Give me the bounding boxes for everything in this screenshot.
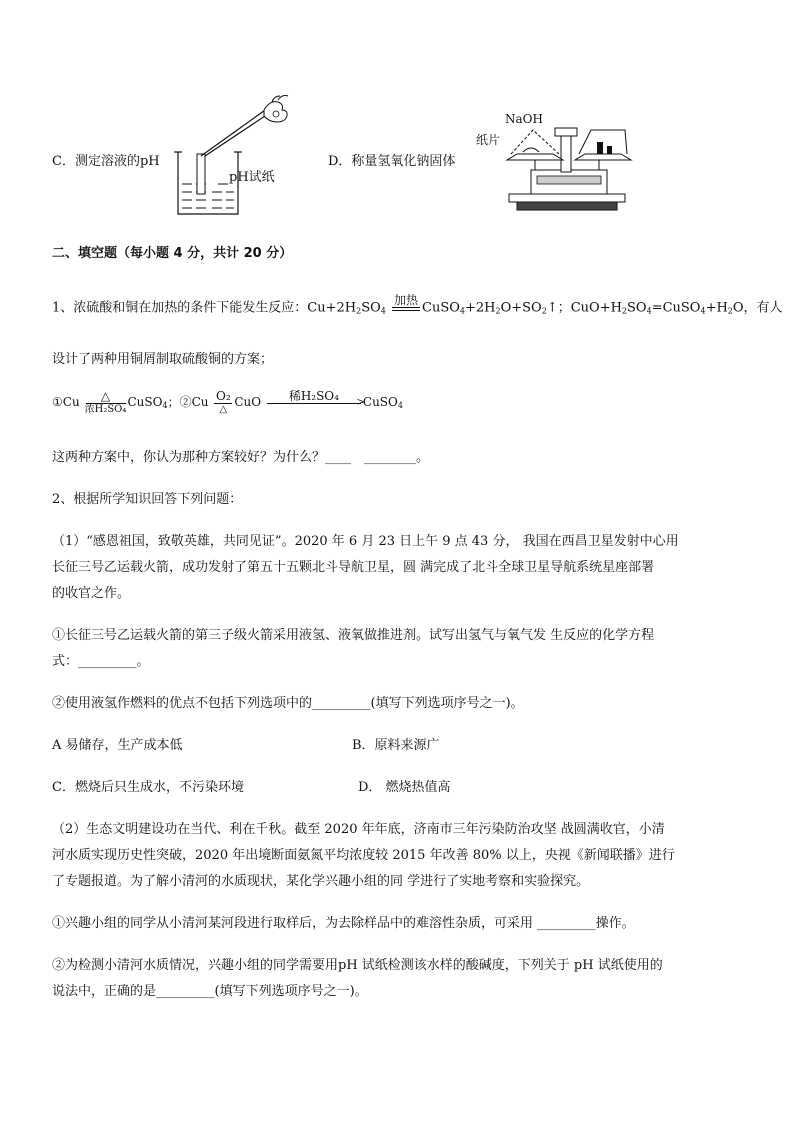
q2-p2-line2: 河水质实现历史性突破，2020 年出境断面氨氮平均浓度较 2015 年改善 80% 以上，央视《新闻联播》进行 — [52, 848, 675, 863]
q2-s1-line2: 式：_________。 — [52, 654, 150, 669]
naoh-label: NaOH — [505, 112, 543, 126]
option-a: A 易储存，生产成本低 — [52, 738, 183, 753]
q1-line2: 设计了两种用铜屑制取硫酸铜的方案； — [52, 352, 274, 367]
rxn2-tail: O，有人 — [732, 300, 783, 316]
q2-s4-line1: ②为检测小清河水质情况，兴趣小组的同学需要用pH 试纸检测该水样的酸碱度，下列关于 pH 试纸使用的 — [52, 958, 663, 973]
q1-line1: 1、浓硫酸和铜在加热的条件下能发生反应：$Cu+2H_2SO_4$ 加热 $CuSO_4+2H_2O+SO_2↑$；$CuO+H_2SO_4=CuSO_4+H_2O$，有人 — [52, 294, 783, 322]
scheme1-top: △ — [100, 389, 111, 403]
rxn2-mid: SO — [627, 300, 647, 316]
q2-s2: ②使用液氢作燃料的优点不包括下列选项中的_________(填写下列选项序号之一)。 — [52, 696, 524, 711]
rxn1-product-c: O+SO — [500, 300, 542, 316]
q1-schemes: ①Cu △ 浓H₂SO₄ CuSO$_4$；②Cu O₂ △ CuO 稀H₂SO₄ > CuSO$_4$ — [52, 389, 403, 415]
rxn2-eq: =CuSO — [651, 300, 701, 316]
scheme1-bottom: 浓H₂SO₄ — [84, 404, 127, 415]
scheme2-arrow1 — [212, 390, 234, 415]
scheme2-end: CuSO — [362, 395, 398, 409]
ph-paper-label: pH试纸 — [229, 170, 275, 185]
q1-prefix: 1、浓硫酸和铜在加热的条件下能发生反应：Cu+2H — [52, 300, 357, 316]
rxn1-product-b: +2H — [464, 300, 496, 316]
q2-s4-line2: 说法中，正确的是_________(填写下列选项序号之一)。 — [52, 984, 368, 999]
rxn1-product-a: CuSO — [422, 300, 460, 316]
scheme2-bottom: △ — [219, 404, 228, 415]
scheme1-start: ①Cu — [52, 395, 80, 409]
q2-p1-line1: （1）“感恩祖国，致敬英雄，共同见证”。2020 年 6 月 23 日上午 9 点 43 分， 我国在西昌卫星发射中心用 — [52, 534, 679, 549]
scheme2-mid: CuO — [234, 395, 262, 409]
option-d-text: D．称量氢氧化钠固体 — [328, 154, 456, 169]
scheme2-start: ；②Cu — [167, 395, 209, 409]
rxn2-end: +H — [705, 300, 728, 316]
scheme2-arrow-label: 稀H₂SO₄ — [288, 389, 339, 403]
q2-intro: 2、根据所学知识回答下列问题： — [52, 492, 243, 507]
option-c-text: C．测定溶液的pH — [52, 154, 160, 169]
q2-p2-line1: （2）生态文明建设功在当代、利在千秋。截至 2020 年年底，济南市三年污染防治攻坚 战圆满收官，小清 — [52, 822, 665, 837]
option-b: B．原料来源广 — [352, 738, 440, 753]
scheme1-arrow — [84, 390, 128, 415]
heat-label: 加热 — [393, 293, 418, 307]
option-c: C．燃烧后只生成水，不污染环境 — [52, 780, 244, 795]
section-heading: 二、填空题（每小题 4 分，共计 20 分） — [52, 246, 293, 261]
q2-p1-line2: 长征三号乙运载火箭，成功发射了第五十五颗北斗导航卫星，圆 满完成了北斗全球卫星导航系统星座部署 — [52, 560, 655, 575]
q2-p1-line3: 的收官之作。 — [52, 586, 131, 601]
q2-s3: ①兴趣小组的同学从小清河某河段进行取样后，为去除样品中的难溶性杂质，可采用 _________操作。 — [52, 916, 635, 931]
q2-s1-line1: ①长征三号乙运载火箭的第三子级火箭采用液氢、液氧做推进剂。试写出氢气与氧气发 生反应的化学方程 — [52, 628, 655, 643]
option-d: D． 燃烧热值高 — [358, 780, 451, 795]
paper-label: 纸片 — [476, 133, 501, 147]
rxn1-product-d: ↑；CuO+H — [546, 300, 622, 316]
scheme1-end: CuSO — [127, 395, 163, 409]
ph-test-illustration — [168, 92, 298, 222]
scheme2-arrow2: 稀H₂SO₄ > — [265, 390, 363, 415]
scheme2-top: O₂ — [215, 389, 231, 403]
q1-question: 这两种方案中，你认为那种方案较好？为什么？____ ________。 — [52, 450, 430, 465]
heat-condition — [390, 294, 422, 322]
q2-p2-line3: 了专题报道。为了解小清河的水质现状，某化学兴趣小组的同 学进行了实地考察和实验探究。 — [52, 874, 590, 889]
